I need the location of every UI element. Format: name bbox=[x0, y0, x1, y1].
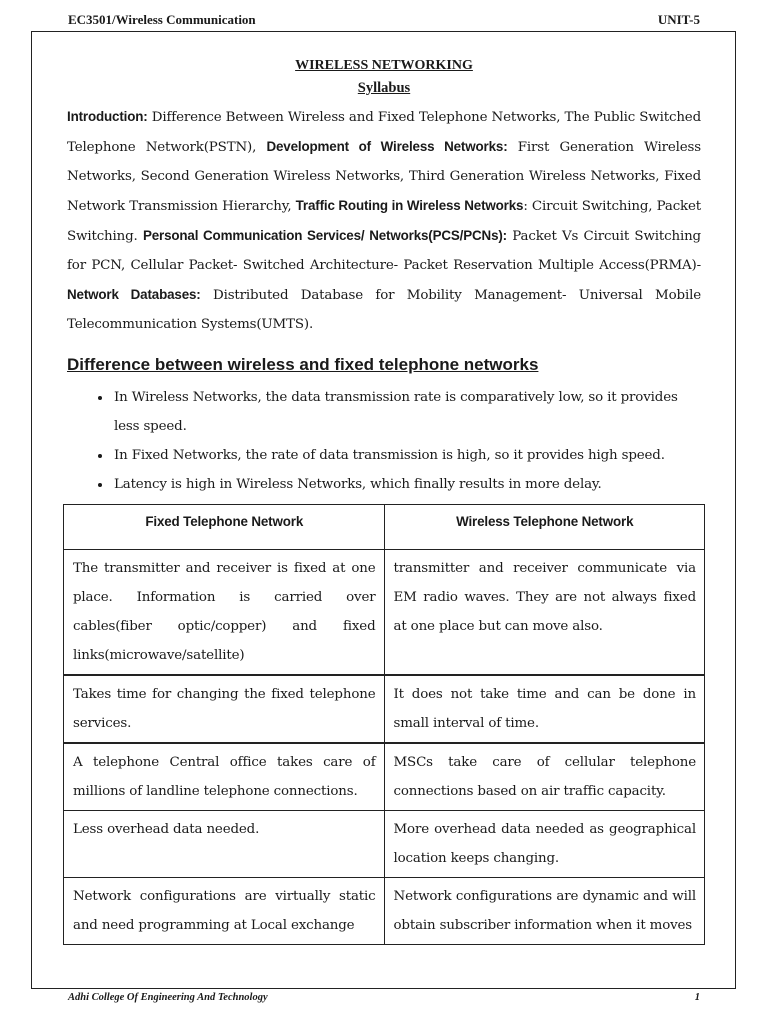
list-item: • In Fixed Networks, the rate of data transmission is high, so it provides high speed. bbox=[112, 441, 701, 470]
syllabus-text-2: First Generation Wireless Networks, Second Generation Wireless Networks, Third Generation Wireless Networks, Fixed Network Transmission Hierarchy, bbox=[67, 140, 701, 214]
table-cell: A telephone Central office takes care of millions of landline telephone connections. bbox=[64, 743, 385, 811]
page-number: 1 bbox=[694, 992, 700, 1003]
table-row bbox=[64, 550, 705, 676]
table-row bbox=[64, 743, 705, 811]
syllabus-term-development: Development of Wireless Networks: bbox=[266, 139, 508, 154]
syllabus-text-4: Packet Vs Circuit Switching for PCN, Cellular Packet- Switched Architecture- Packet Reservation Multiple Access(PRMA)- bbox=[67, 229, 701, 273]
table-cell: Network configurations are virtually static and need programming at Local exchange bbox=[64, 878, 385, 945]
syllabus-term-traffic-routing: Traffic Routing in Wireless Networks bbox=[295, 198, 524, 213]
list-item: • In Wireless Networks, the data transmission rate is comparatively low, so it provides less speed. bbox=[112, 383, 701, 441]
syllabus-heading: Syllabus bbox=[357, 80, 411, 96]
table-row bbox=[64, 675, 705, 743]
syllabus-text-3: : Circuit Switching, Packet Switching. bbox=[67, 199, 702, 244]
table-cell: It does not take time and can be done in small interval of time. bbox=[384, 675, 705, 743]
document-body bbox=[67, 56, 701, 499]
table-cell: More overhead data needed as geographical location keeps changing. bbox=[384, 811, 705, 878]
table-cell: Less overhead data needed. bbox=[64, 811, 385, 878]
syllabus-term-introduction: Introduction: bbox=[67, 109, 148, 124]
syllabus-paragraph bbox=[67, 102, 701, 339]
table-row bbox=[64, 878, 705, 945]
table-row bbox=[64, 811, 705, 878]
unit-label: UNIT-5 bbox=[657, 12, 700, 27]
section-heading: Difference between wireless and fixed telephone networks bbox=[67, 355, 539, 374]
table-cell: transmitter and receiver communicate via EM radio waves. They are not always fixed at one place but can move also. bbox=[384, 550, 705, 676]
difference-bullet-list bbox=[67, 383, 701, 499]
comparison-table bbox=[63, 504, 705, 945]
table-cell: Network configurations are dynamic and will obtain subscriber information when it moves bbox=[384, 878, 705, 945]
table-cell: MSCs take care of cellular telephone connections based on air traffic capacity. bbox=[384, 743, 705, 811]
syllabus-text-5: Distributed Database for Mobility Management- Universal Mobile Telecommunication Systems(UMTS). bbox=[67, 288, 701, 332]
table-header-row bbox=[64, 505, 705, 550]
column-header-wireless: Wireless Telephone Network bbox=[384, 505, 705, 550]
syllabus-text-1: Difference Between Wireless and Fixed Telephone Networks, The Public Switched Telephone Network(PSTN), bbox=[67, 110, 701, 155]
column-header-fixed: Fixed Telephone Network bbox=[64, 505, 385, 550]
college-name: Adhi College Of Engineering And Technology bbox=[68, 992, 268, 1003]
page-header bbox=[68, 12, 700, 30]
course-title: EC3501/Wireless Communication bbox=[68, 12, 256, 27]
document-title: WIRELESS NETWORKING bbox=[295, 58, 473, 73]
table-cell: Takes time for changing the fixed telephone services. bbox=[64, 675, 385, 743]
syllabus-term-databases: Network Databases: bbox=[67, 287, 201, 302]
list-item: • Latency is high in Wireless Networks, which finally results in more delay. bbox=[112, 470, 701, 499]
table-cell: The transmitter and receiver is fixed at one place. Information is carried over cables(fiber optic/copper) and fixed links(microwave/satellite) bbox=[64, 550, 385, 676]
syllabus-term-pcs: Personal Communication Services/ Networks(PCS/PCNs): bbox=[142, 228, 507, 243]
